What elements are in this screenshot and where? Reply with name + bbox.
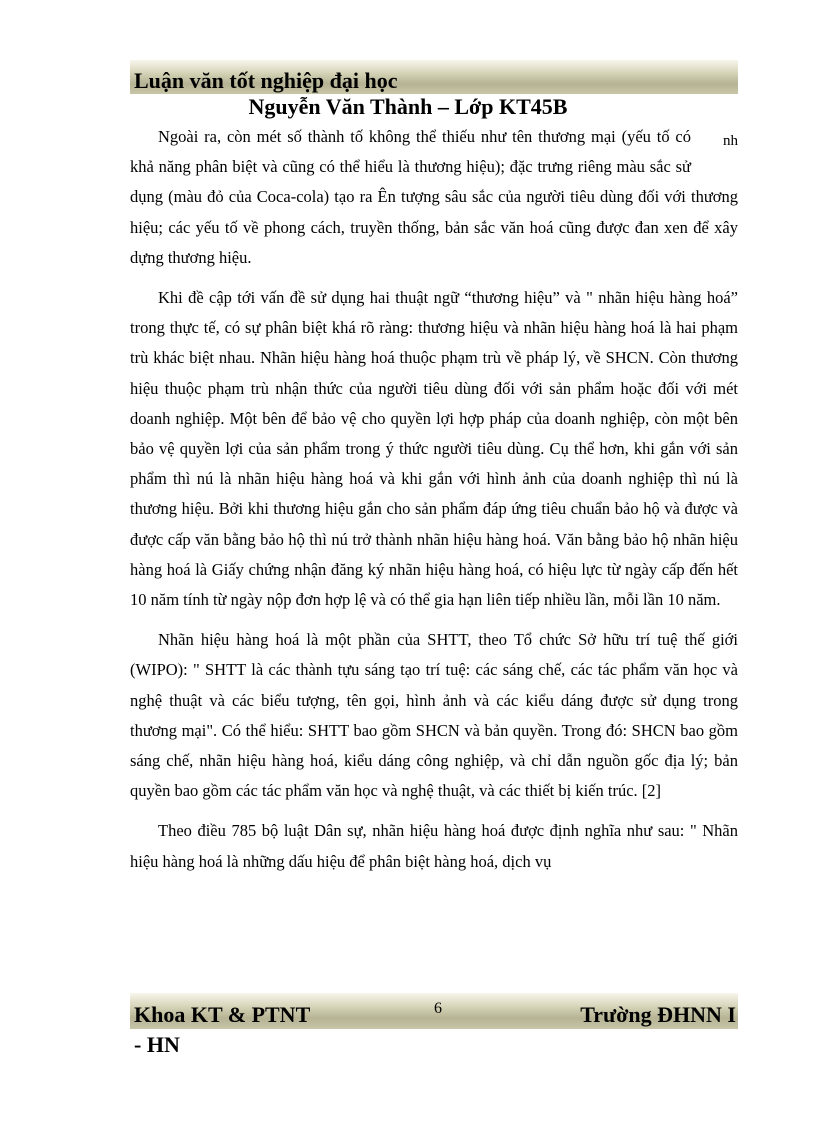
body-text xyxy=(130,122,738,887)
footer-university: Trường ĐHNN I xyxy=(580,1002,736,1027)
paragraph xyxy=(130,122,738,273)
margin-note: nh xyxy=(723,133,738,149)
paragraph: Theo điều 785 bộ luật Dân sự, nhãn hiệu hàng hoá được định nghĩa như sau: " Nhãn hiệu hàng hoá là những dấu hiệu để phân biệt hàng hoá, dịch vụ xyxy=(130,821,738,871)
author-line: Nguyễn Văn Thành – Lớp KT45B xyxy=(248,94,568,119)
footer-continuation: - HN xyxy=(134,1032,180,1057)
paragraph: Nhãn hiệu hàng hoá là một phần của SHTT, theo Tổ chức Sở hữu trí tuệ thế giới (WIPO): " SHTT là các thành tựu sáng tạo trí tuệ: các sáng chế, các tác phẩm văn học và nghệ thuật và các biểu tượng, tên gọi, hình ảnh và các kiểu dáng được sử dụng trong thương mại". Có thể hiểu: SHTT bao gồm SHCN và bản quyền. Trong đó: SHCN bao gồm sáng chế, nhãn hiệu hàng hoá, kiểu dáng công nghiệp, và chỉ dẫn nguồn gốc địa lý; bản quyền bao gồm các tác phẩm văn học và nghệ thuật, và các thiết bị kiến trúc. [2] xyxy=(130,630,738,801)
page-number: 6 xyxy=(434,1000,442,1017)
document-title: Luận văn tốt nghiệp đại học xyxy=(134,68,398,93)
paragraph-text: Ngoài ra, còn mét số thành tố không thể thiếu như tên thương mại (yếu tố có khả năng phân biệt và cũng có thể hiểu là thương hiệu); đặc trưng riêng màu sắc sử dụng (màu đỏ của Coca-cola) tạo ra Ên tượng sâu sắc của người tiêu dùng đối với thương hiệu; các yếu tố về phong cách, truyền thống, bản sắc văn hoá cũng được đan xen để xây dựng thương hiệu. xyxy=(130,127,738,267)
paragraph: Khi đề cập tới vấn đề sử dụng hai thuật ngữ “thương hiệu” và " nhãn hiệu hàng hoá” trong thực tế, có sự phân biệt khá rõ ràng: thương hiệu và nhãn hiệu hàng hoá là hai phạm trù khác biệt nhau. Nhãn hiệu hàng hoá thuộc phạm trù về pháp lý, về SHCN. Còn thương hiệu thuộc phạm trù nhận thức của người tiêu dùng đối với sản phẩm hoặc đối với mét doanh nghiệp. Một bên để bảo vệ cho quyền lợi hợp pháp của doanh nghiệp, còn một bên bảo vệ quyền lợi của sản phẩm trong ý thức người tiêu dùng. Cụ thể hơn, khi gắn với sản phẩm thì nú là nhãn hiệu hàng hoá và khi gắn với hình ảnh của doanh nghiệp thì nú là thương hiệu. Bởi khi thương hiệu gắn cho sản phẩm đáp ứng tiêu chuẩn bảo hộ và được và được cấp văn bằng bảo hộ thì nú trở thành nhãn hiệu hàng hoá. Văn bằng bảo hộ nhãn hiệu hàng hoá là Giấy chứng nhận đăng ký nhãn hiệu hàng hoá, có hiệu lực từ ngày cấp đến hết 10 năm tính từ ngày nộp đơn hợp lệ và có thể gia hạn liên tiếp nhiều lần, mỗi lần 10 năm. xyxy=(130,288,738,610)
footer-faculty: Khoa KT & PTNT xyxy=(134,1002,311,1027)
